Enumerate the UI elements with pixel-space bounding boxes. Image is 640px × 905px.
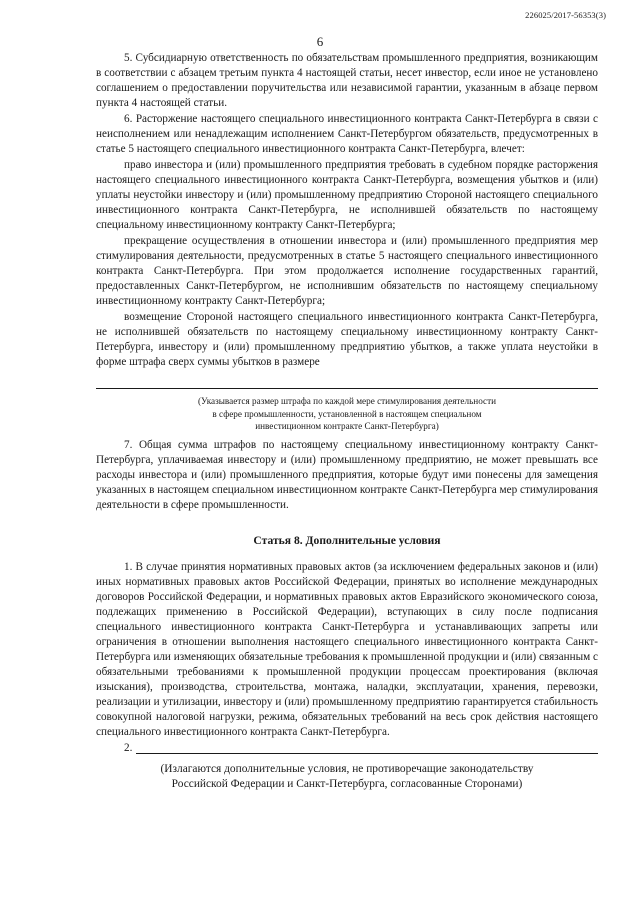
paragraph-6-consequence-2: прекращение осуществления в отношении инвестора и (или) промышленного предприятия мер стимулирования деятельности, предусмотренных в статье 5 настоящего специального инвестиционного контракта Санкт-Петербурга. При этом продолжается исполнение государственных гарантий, предоставленных Санкт-Петербургом, не исполнившим обязательств по настоящему специальному инвестиционному контракту Санкт-Петербурга; xyxy=(96,235,598,307)
penalty-caption xyxy=(96,395,598,433)
additional-conditions-caption xyxy=(96,762,598,792)
paragraph-5: 5. Субсидиарную ответственность по обязательствам промышленного предприятия, возникающим в соответствии с абзацем третьим пункта 4 настоящей статьи, несет инвестор, если иное не установлено соглашением о предоставлении поручительства или независимой гарантии, указанным в абзаце первом пункта 4 настоящей статьи. xyxy=(96,52,598,109)
article-8-title: Статья 8. Дополнительные условия xyxy=(253,533,441,547)
caption-line: в сфере промышленности, установленной в настоящем специальном xyxy=(212,408,482,419)
document-id: 226025/2017-56353(3) xyxy=(525,10,606,20)
page-number: 6 xyxy=(316,34,324,49)
document-body xyxy=(96,51,598,792)
caption-line: (Указывается размер штрафа по каждой мере стимулирования деятельности xyxy=(197,396,497,406)
item-2-number: 2. xyxy=(124,741,133,754)
paragraph-6-consequence-3: возмещение Стороной настоящего специального инвестиционного контракта Санкт-Петербурга, не исполнившей обязательств по настоящему специальному инвестиционному контракту Санкт-Петербурга, инвестору и (или) промышленному предприятию убытков, а также уплата неустойки в форме штрафа сверх суммы убытков в размере xyxy=(96,311,598,368)
article-8-item-1: 1. В случае принятия нормативных правовых актов (за исключением федеральных законов и (или) иных нормативных правовых актов Российской Федерации, принятых во исполнение международных договоров Российской Федерации, и нормативных правовых актов Евразийского экономического союза, подлежащих применению в Российской Федерации), вступающих в силу после подписания специального инвестиционного контракта Санкт-Петербурга и устанавливающих запреты или ограничения в отношении выполнения настоящего специального инвестиционного контракта Санкт-Петербурга или изменяющих обязательные требования к промышленной продукции и (или) связанным с обязательными требованиями к промышленной продукции процессам проектирования (включая изыскания), производства, строительства, монтажа, наладки, эксплуатации, хранения, перевозки, реализации и утилизации, инвестору и (или) промышленному предприятию гарантируется стабильность совокупной налоговой нагрузки, режима, обязательных требований на весь срок действия настоящего специального инвестиционного контракта Санкт-Петербурга. xyxy=(96,560,598,738)
caption-line: (Излагаются дополнительные условия, не противоречащие законодательству xyxy=(160,762,534,775)
paragraph-6: 6. Расторжение настоящего специального инвестиционного контракта Санкт-Петербурга в связи с неисполнением или ненадлежащим исполнением Санкт-Петербургом обязательств, предусмотренных в статье 5 настоящего специального инвестиционного контракта Санкт-Петербурга, влечет: xyxy=(96,113,598,155)
paragraph-7: 7. Общая сумма штрафов по настоящему специальному инвестиционному контракту Санкт-Петербурга, уплачиваемая инвестору и (или) промышленному предприятию, не может превышать все расходы инвестора и (или) промышленного предприятия, которые будут ими понесены для замещения указанных в настоящем специальном инвестиционном контракте Санкт-Петербурга мер стимулирования деятельности в сфере промышленности. xyxy=(96,438,598,511)
item-2-fill-line xyxy=(136,753,598,754)
article-8-item-2 xyxy=(96,741,598,756)
caption-line: инвестиционном контракте Санкт-Петербурга) xyxy=(255,421,439,431)
penalty-fill-line xyxy=(96,388,598,389)
paragraph-6-consequence-1: право инвестора и (или) промышленного предприятия требовать в судебном порядке расторжения настоящего специального инвестиционного контракта Санкт-Петербурга, возмещения убытков и (или) уплаты неустойки инвестору и (или) промышленному предприятию Стороной настоящего специального инвестиционного контракта Санкт-Петербурга, не исполнившей обязательств по настоящему специальному инвестиционному контракту Санкт-Петербурга; xyxy=(96,159,598,231)
caption-line: Российской Федерации и Санкт-Петербурга, согласованные Сторонами) xyxy=(171,777,523,790)
